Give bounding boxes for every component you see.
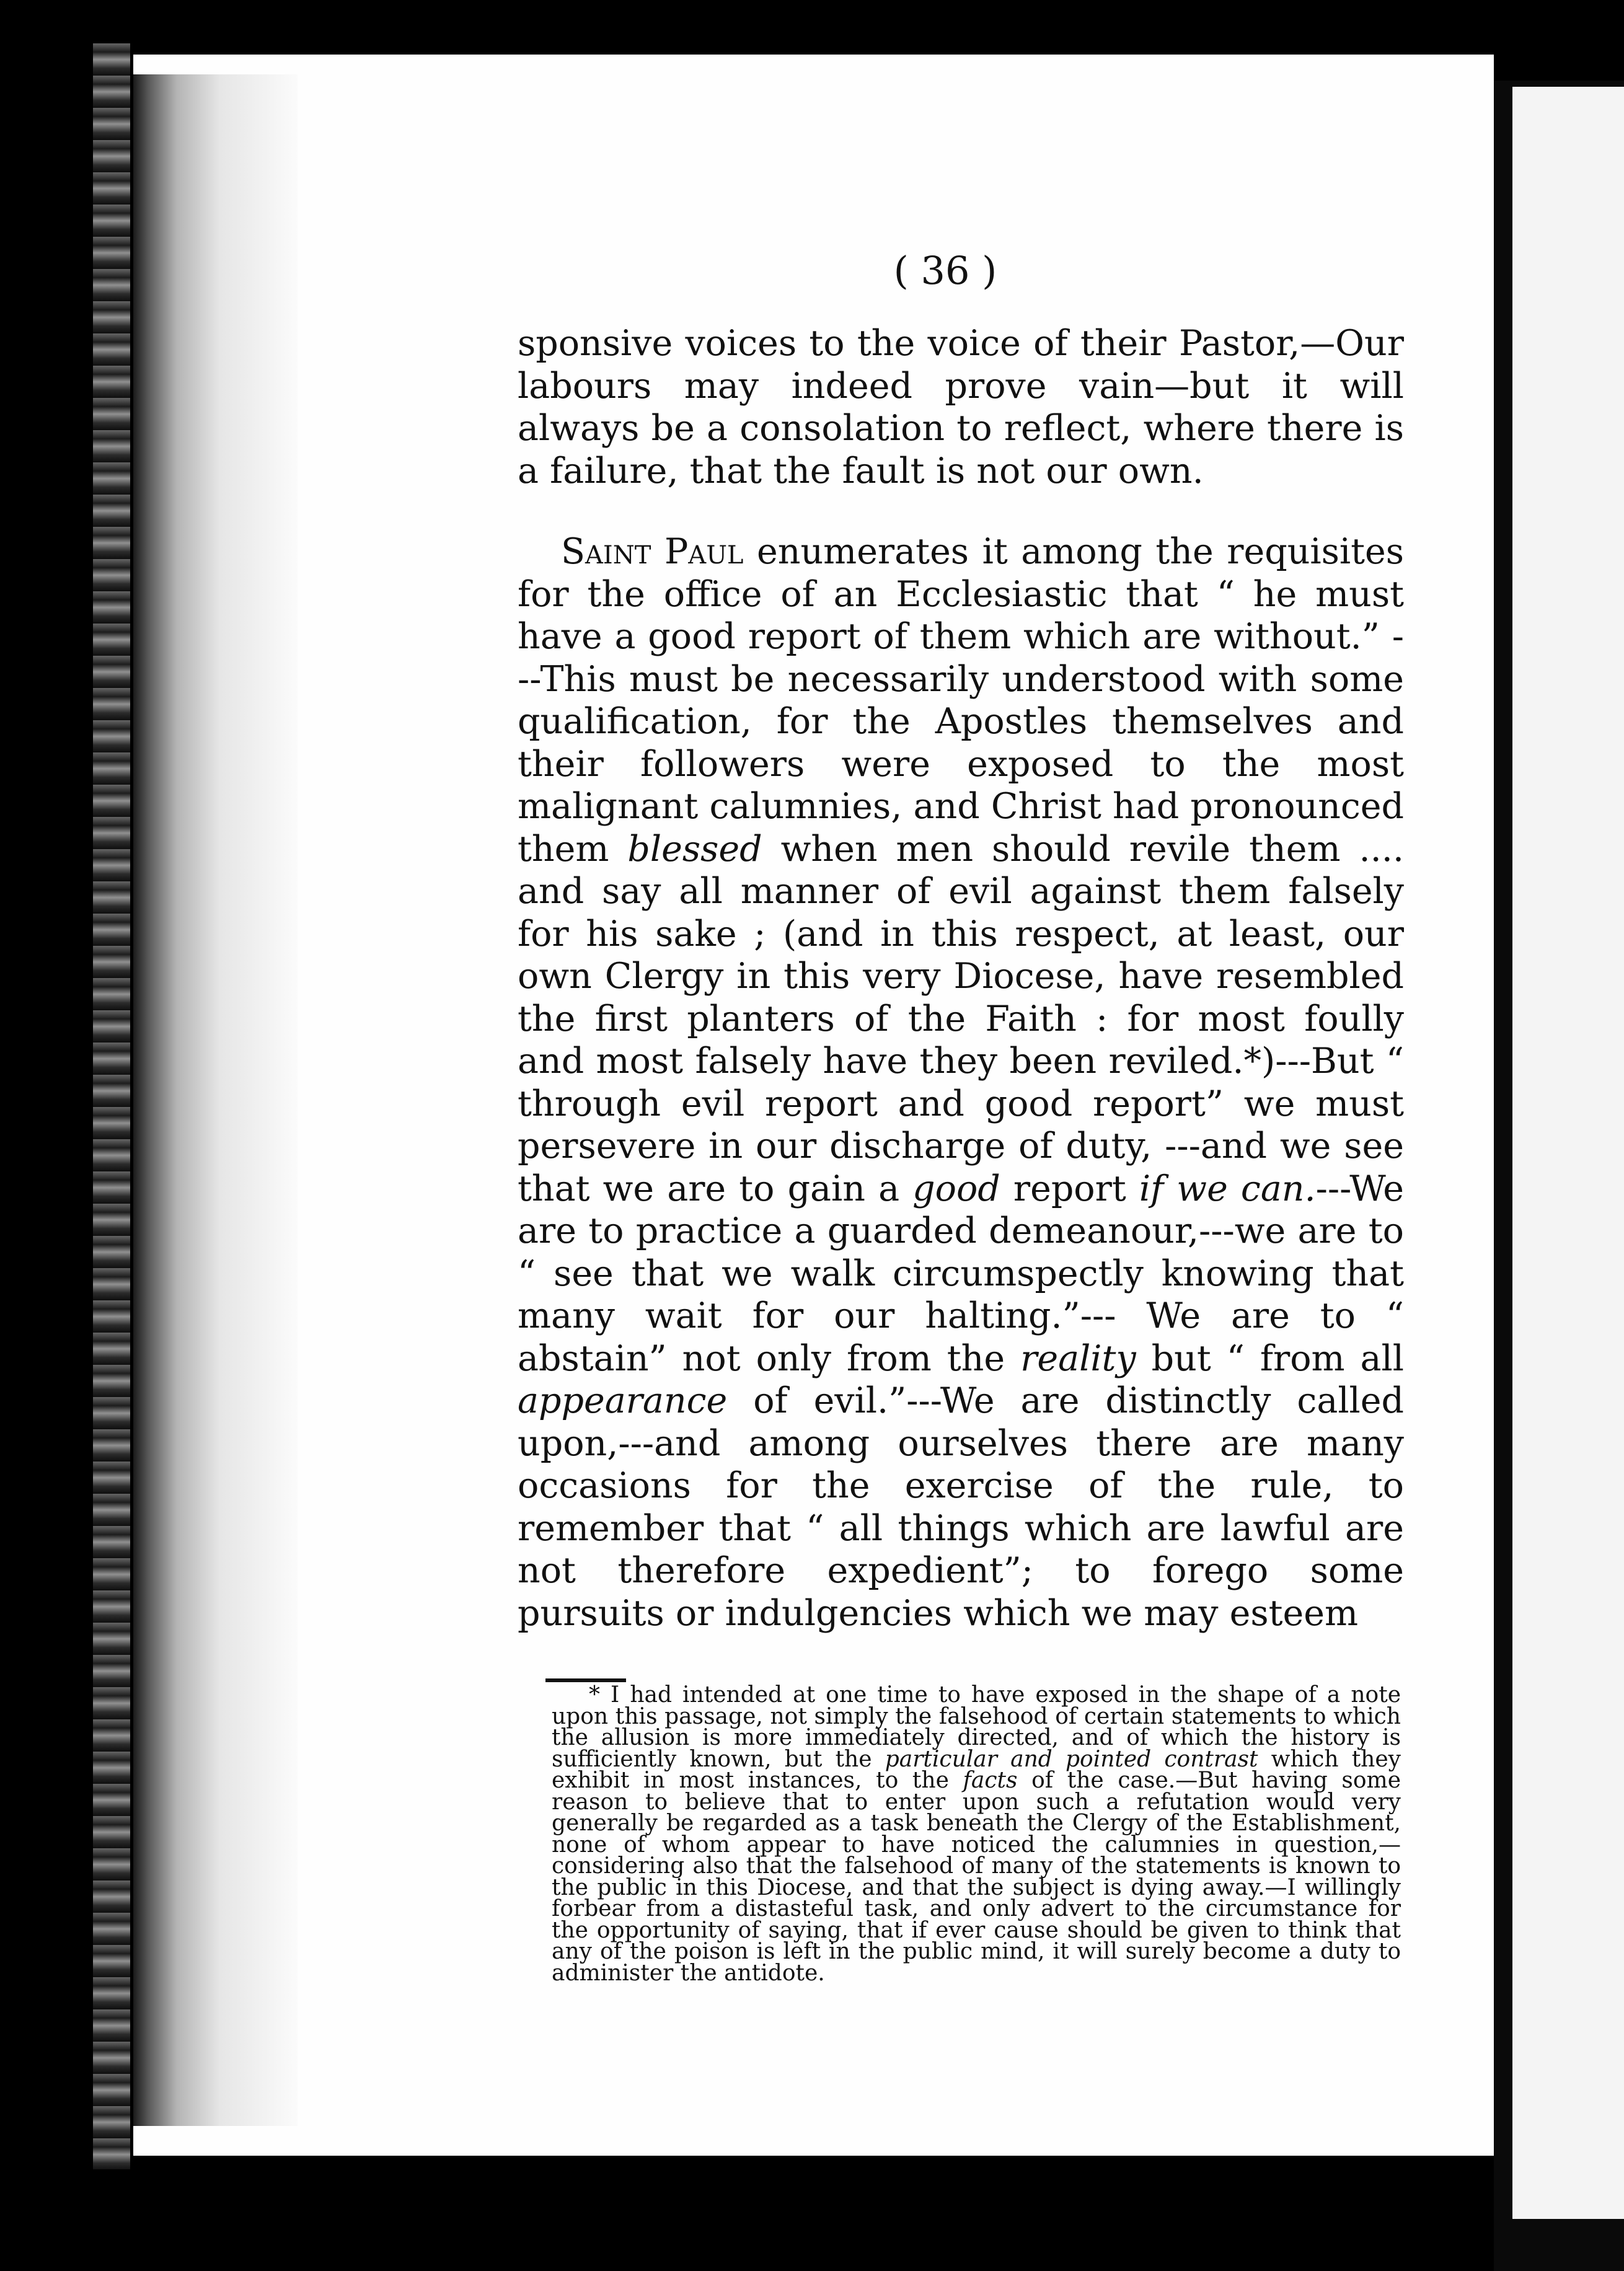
text-run-italic: reality xyxy=(1020,1338,1136,1379)
text-run: ---We are to practice a guarded demeanour,---we are to “ see that we walk circumspectly knowing that many wait for our halting.”--- We are to “ abstain” not only from the xyxy=(518,1168,1404,1379)
text-run: sponsive voices to the voice of their Pastor,—Our labours may indeed prove vain—but it will always be a consolation to reflect, where there is a failure, that the fault is not our own. xyxy=(518,323,1404,492)
text-run-italic: facts xyxy=(963,1768,1018,1793)
text-run-italic: if we can. xyxy=(1139,1168,1316,1209)
text-run: enumerates it among the requisites for the office of an Ecclesiastic that “ he must have a good report of them which are without.” ---This must be necessarily understood with some qualification, for the Apostles themselves and their followers were exposed to the most malignant calumnies, and Christ had pronounced them xyxy=(518,531,1404,870)
text-run: which they exhibit in most instances, to the xyxy=(552,1746,1401,1793)
text-run: Saint Paul xyxy=(561,531,744,572)
text-run-italic: good xyxy=(912,1168,1000,1209)
text-run: of the case.—But having some reason to believe that to enter upon such a refutation would very generally be regarded as a task beneath the Clergy of the Establishment, none of whom appear to have noticed the calumnies in question,—considering also that the falsehood of many of the statements is known to the public in this Diocese, and that the subject is dying away.—I willingly forbear from a distasteful task, and only advert to the circumstance for the opportunity of saying, that if ever cause should be given to think that any of the poison is left in the public mind, it will surely become a duty to administer the antidote. xyxy=(552,1768,1401,1986)
paragraph-continuation xyxy=(518,322,1404,492)
text-run: * I had intended at one time to have exposed in the shape of a note upon this passage, not simply the falsehood of certain statements to which the allusion is more immediately directed, and of which the history is sufficiently known, but the xyxy=(552,1682,1401,1772)
text-run-italic: blessed xyxy=(627,828,762,870)
text-run: when men should revile them .... and say all manner of evil against them falsely for his sake ; (and in this respect, at least, our own Clergy in this very Diocese, have resembled the first planters of the Faith : for most foully and most falsely have they been reviled.*)---But “ through evil report and good report” we must persevere in our discharge of duty, ---and we see that we are to gain a xyxy=(518,828,1404,1209)
text-run-italic: particular and pointed contrast xyxy=(885,1746,1258,1772)
book-binding-edge xyxy=(93,43,130,2169)
text-run-italic: appearance xyxy=(518,1380,728,1421)
next-page-edge xyxy=(1494,81,1624,2271)
paragraph-saint-paul xyxy=(518,531,1404,1634)
footnote-text xyxy=(552,1682,1401,1986)
text-run: report xyxy=(1000,1168,1139,1209)
footnote xyxy=(552,1682,1401,1986)
text-run: of evil.”---We are distinctly called upon,---and among ourselves there are many occasions for the exercise of the rule, to remember that “ all things which are lawful are not therefore expedient”; to forego some pursuits or indulgencies which we may esteem xyxy=(518,1380,1404,1634)
text-run: but “ from all xyxy=(1136,1338,1404,1379)
gutter-shadow xyxy=(133,74,298,2126)
body-text xyxy=(518,322,1404,1634)
page-number: ( 36 ) xyxy=(893,248,997,293)
